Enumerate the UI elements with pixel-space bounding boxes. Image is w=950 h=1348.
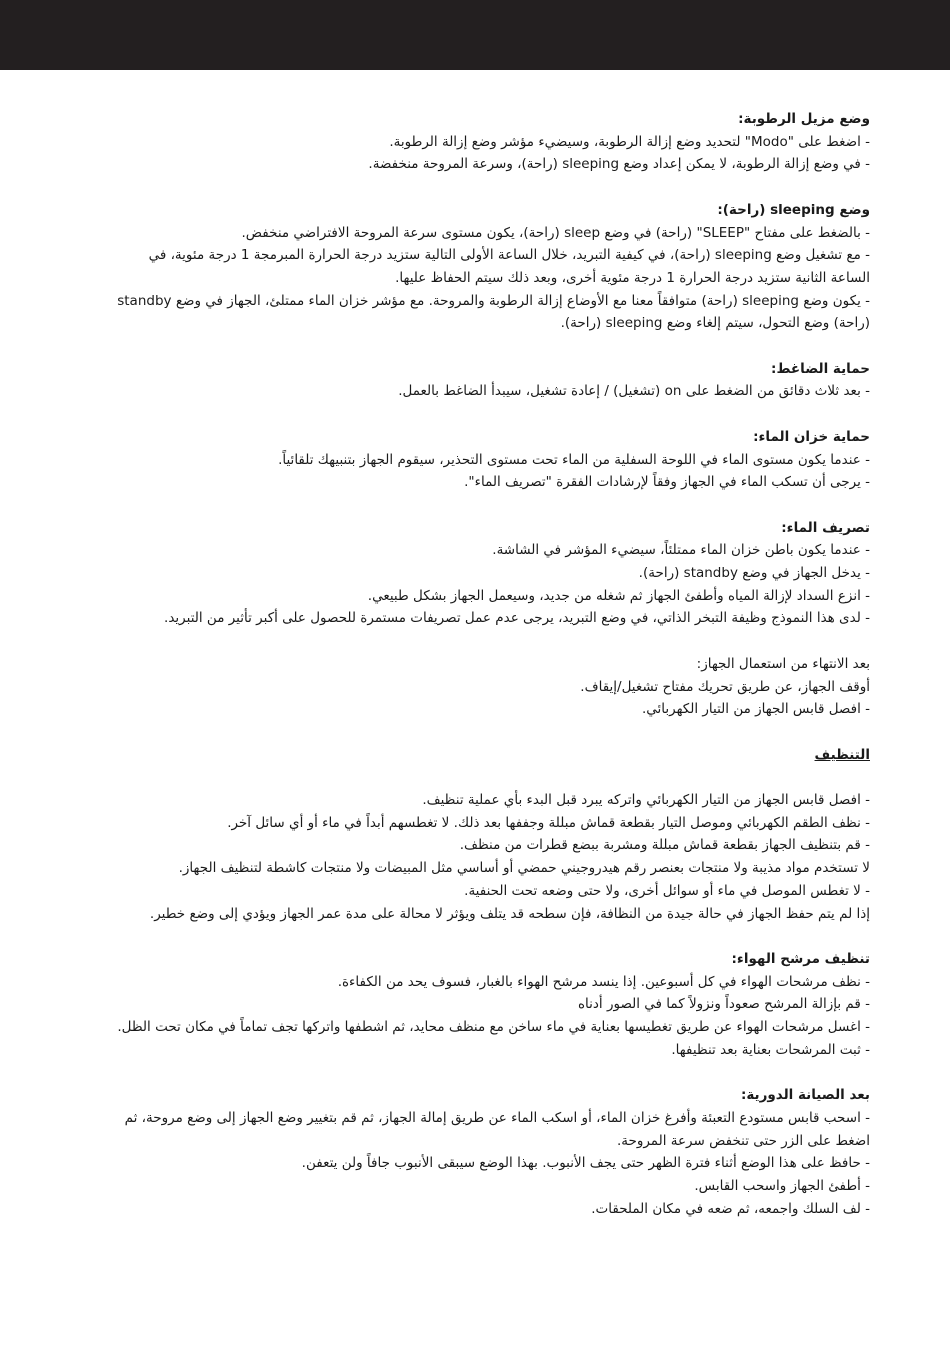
- text-line: إذا لم يتم حفظ الجهاز في حالة جيدة من النظافة، فإن سطحه قد يتلف ويؤثر لا محالة على مدة عمر الجهاز ويؤدي إلى وضع خطير.: [149, 905, 870, 922]
- text-line: - افصل قابس الجهاز من التيار الكهربائي.: [641, 701, 870, 718]
- section-heading: بعد الصيانة الدورية:: [740, 1087, 870, 1104]
- section-after-use: [105, 653, 870, 721]
- text-line: - افصل قابس الجهاز من التيار الكهربائي واتركه يبرد قبل البدء بأي عملية تنظيف.: [422, 791, 870, 808]
- text-line: - حافظ على هذا الوضع أثناء فترة الظهر حتى يجف الأنبوب. بهذا الوضع سيبقى الأنبوب جافاً ولن يتعفن.: [301, 1155, 870, 1172]
- section-drain: [105, 517, 870, 631]
- text-line: - لا تغطس الموصل في ماء أو سوائل أخرى، ولا حتى وضعه تحت الحنفية.: [464, 882, 870, 899]
- section-heading: وضع مزيل الرطوبة:: [738, 111, 870, 127]
- text-line: - يكون وضع sleeping (راحة) متوافقاً معنا مع الأوضاع إزالة الرطوبة والمروحة. مع مؤشر خزان الماء ممتلئ، الجهاز في وضع standby (راحة) وضع التحول، سيتم إلغاء وضع sleeping (راحة).: [117, 292, 870, 332]
- section-heading: وضع sleeping (راحة):: [717, 201, 870, 218]
- text-line: - اغسل مرشحات الهواء عن طريق تغطيسها بعناية في ماء ساخن مع منظف محايد، ثم اشطفها واتركها تجف تماماً في مكان تحت الظل.: [117, 1019, 870, 1035]
- section-heading: تنظيف مرشح الهواء:: [731, 950, 870, 967]
- section-compressor: [105, 358, 870, 403]
- text-line: - لدى هذا النموذج وظيفة التبخر الذاتي، في وضع التبريد، يرجى عدم عمل تصريفات مستمرة للحصول على أكبر تأثير من التبريد.: [164, 610, 870, 627]
- section-heading: التنظيف: [814, 746, 870, 763]
- section-maintenance: [105, 1084, 870, 1220]
- text-line: أوقف الجهاز، عن طريق تحريك مفتاح تشغيل/إيقاف.: [580, 678, 870, 695]
- text-line: - انزع السداد لإزالة المياه وأطفئ الجهاز ثم شغله من جديد، وسيعمل الجهاز بشكل طبيعي.: [367, 587, 870, 604]
- section-heading: حماية الضاغط:: [771, 360, 870, 377]
- text-line: - اضغط على "Modo" لتحديد وضع إزالة الرطوبة، وسيضيء مؤشر وضع إزالة الرطوبة.: [389, 133, 870, 150]
- text-line: - عندما يكون مستوى الماء في اللوحة السفلية من الماء تحت مستوى التحذير، سيقوم الجهاز بتنبيهك تلقائياً.: [278, 451, 870, 468]
- text-line: لا تستخدم مواد مذيبة ولا منتجات بعنصر رقم هيدروجيني حمضي أو أساسي مثل المبيضات ولا منتجات كاشطة لتنظيف الجهاز.: [178, 860, 870, 877]
- header-bar: [0, 0, 950, 70]
- section-dehumidifier: [105, 108, 870, 176]
- text-line: - قم بإزالة المرشح صعوداً ونزولاً كما في الصور أدناه: [577, 996, 870, 1013]
- section-sleeping: [105, 199, 870, 335]
- document-body: [105, 108, 870, 1243]
- section-heading: تصريف الماء:: [781, 519, 870, 536]
- text-line: - بعد ثلاث دقائق من الضغط على on (تشغيل) / إعادة تشغيل، سيبدأ الضاغط بالعمل.: [398, 383, 870, 400]
- text-line: - نظف مرشحات الهواء في كل أسبوعين. إذا ينسد مرشح الهواء بالغبار، فسوف يحد من الكفاءة.: [337, 973, 870, 990]
- text-line: - يدخل الجهاز في وضع standby (راحة).: [638, 565, 870, 581]
- text-line: - نظف الطقم الكهربائي وموصل التيار بقطعة قماش مبللة وجففها بعد ذلك. لا تغطسهم أبداً في ماء أو أي سائل آخر.: [227, 814, 870, 831]
- text-line: - مع تشغيل وضع sleeping (راحة)، في كيفية التبريد، خلال الساعة الأولى التالية ستزيد درجة الحرارة المبرمجة 1 درجة مئوية، في الساعة الثانية ستزيد درجة الحرارة 1 درجة مئوية أخرى، وبعد ذلك سيتم الحفاظ عليها.: [148, 247, 870, 286]
- text-line: - أطفئ الجهاز واسحب القابس.: [694, 1177, 870, 1194]
- text-line: - لف السلك واجمعه، ثم ضعه في مكان الملحقات.: [591, 1200, 870, 1217]
- text-line: - ثبت المرشحات بعناية بعد تنظيفها.: [671, 1041, 870, 1058]
- text-line: بعد الانتهاء من استعمال الجهاز:: [696, 655, 870, 672]
- section-heading: حماية خزان الماء:: [753, 428, 870, 445]
- text-line: - اسحب قابس مستودع التعبئة وأفرغ خزان الماء، أو اسكب الماء عن طريق إمالة الجهاز، ثم قم بتغيير وضع الجهاز إلى وضع مروحة، ثم اضغط على الزر حتى تنخفض سرعة المروحة.: [124, 1109, 870, 1149]
- text-line: - يرجى أن تسكب الماء في الجهاز وفقاً لإرشادات الفقرة "تصريف الماء".: [464, 474, 870, 491]
- section-water-tank: [105, 426, 870, 494]
- text-line: - في وضع إزالة الرطوبة، لا يمكن إعداد وضع sleeping (راحة)، وسرعة المروحة منخفضة.: [368, 156, 870, 173]
- section-cleaning: [105, 744, 870, 926]
- section-air-filter: [105, 948, 870, 1062]
- text-line: - عندما يكون باطن خزان الماء ممتلئاً، سيضيء المؤشر في الشاشة.: [492, 542, 870, 559]
- text-line: - بالضغط على مفتاح "SLEEP" (راحة) في وضع sleep (راحة)، يكون مستوى سرعة المروحة الافتراضي منخفض.: [241, 224, 870, 241]
- text-line: - قم بتنظيف الجهاز بقطعة قماش مبللة ومشربة ببضع قطرات من منظف.: [459, 837, 870, 854]
